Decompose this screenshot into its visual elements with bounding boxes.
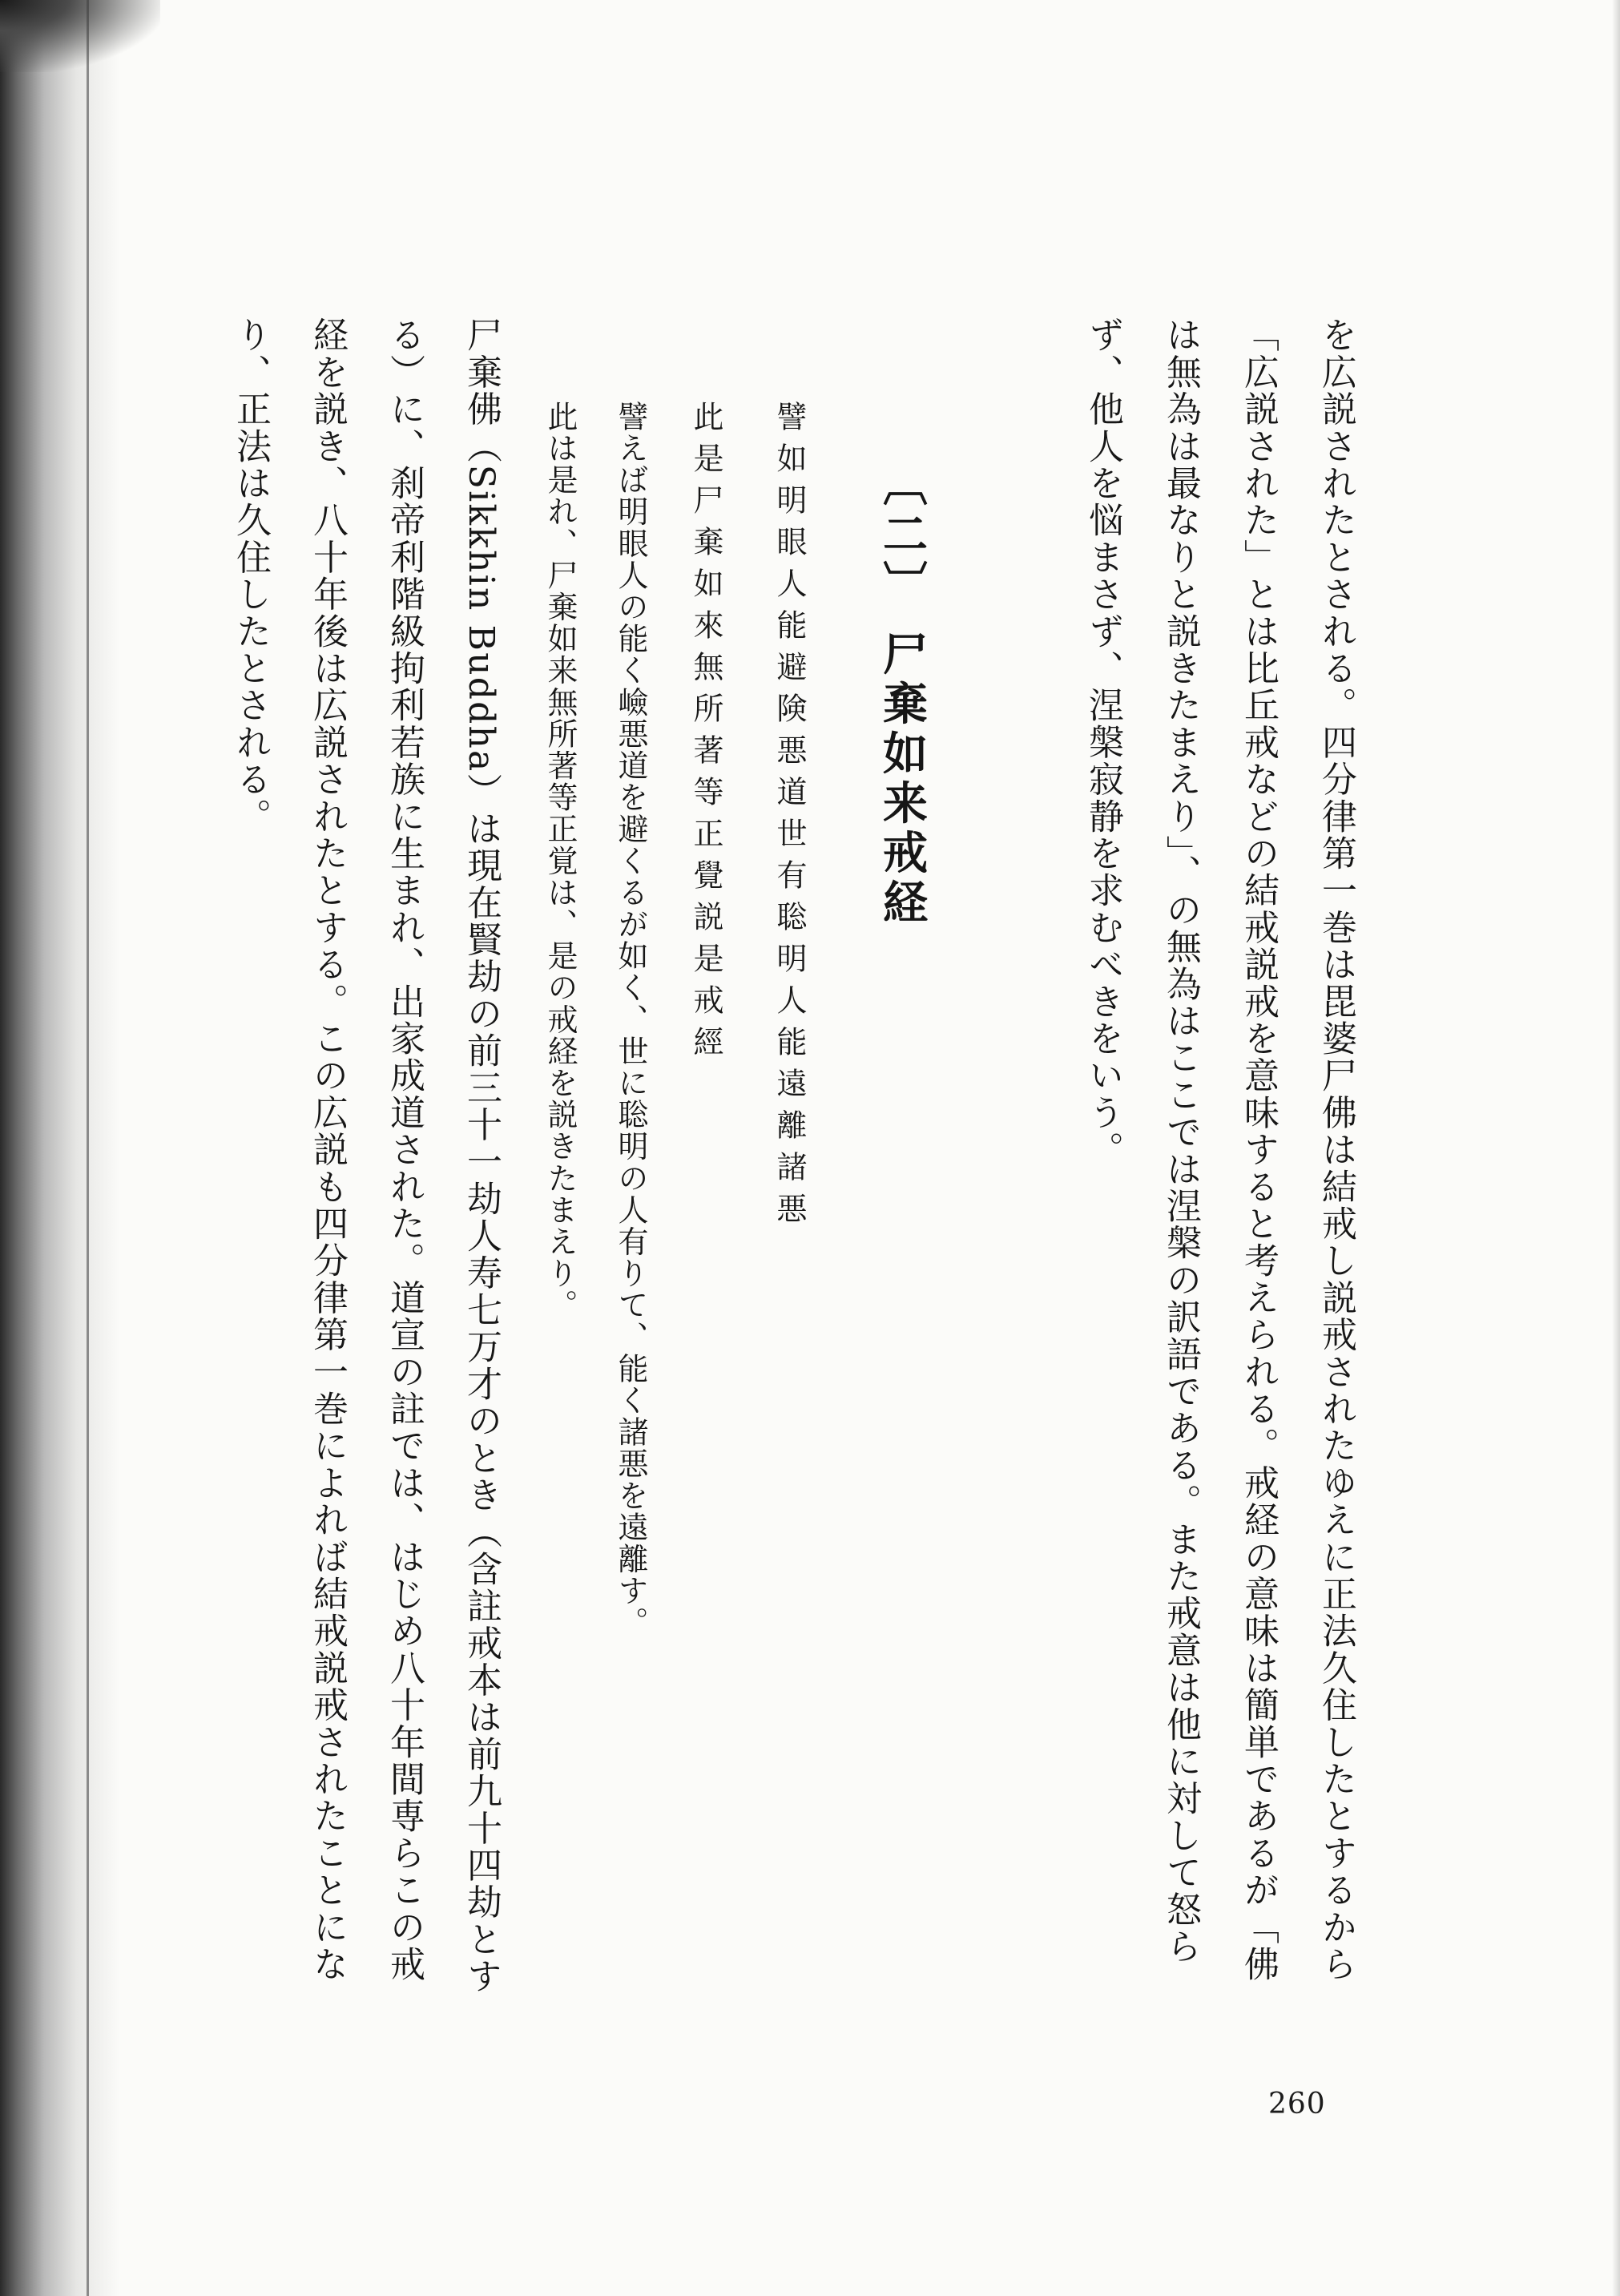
binding-shadow	[0, 0, 120, 2296]
paragraph-line: ず、他人を悩まさず、涅槃寂静を求むべきをいう。	[1082, 317, 1123, 1168]
paragraph-line: 「広説された」とは比丘戒などの結戒説戒を意味すると考えられる。戒経の意味は簡単であるが「佛	[1238, 317, 1279, 1983]
binding-shadow-top	[0, 0, 160, 72]
page-number: 260	[1268, 2088, 1326, 2120]
verse-reading-line: 譬えば明眼人の能く嶮悪道を避くるが如く、世に聡明の人有りて、能く諸悪を遠離す。	[613, 401, 648, 1639]
paragraph-line: を広説されたとされる。四分律第一巻は毘婆尸佛は結戒し説戒されたゆえに正法久住したとするから	[1316, 317, 1356, 1983]
verse-kanbun-line: 譬如明眼人能避険悪道世有聡明人能遠離諸悪	[772, 401, 807, 1234]
page-edge-shadow	[1612, 0, 1620, 2296]
binding-edge-line	[87, 0, 89, 2296]
paragraph-line: 経を説き、八十年後は広説されたとする。この広説も四分律第一巻によれば結戒説戒されたことにな	[307, 317, 348, 1983]
paragraph-line: は無為は最なりと説きたまえり」、の無為はここでは涅槃の訳語である。また戒意は他に対して怒ら	[1160, 317, 1201, 1965]
verse-reading-line: 此は是れ、尸棄如来無所著等正覚は、是の戒経を説きたまえり。	[542, 401, 578, 1322]
paragraph-line: り、正法は久住したとされる。	[230, 317, 271, 835]
paragraph-line: る）に、刹帝利階級拘利若族に生まれ、出家成道された。道宣の註では、はじめ八十年間専らこの戒	[384, 317, 425, 1983]
verse-kanbun-line: 此是尸棄如來無所著等正覺説是戒經	[688, 401, 723, 1067]
paragraph-line: 尸棄佛（Sikkhin Buddha）は現在賢劫の前三十一劫人寿七万才のとき（含註戒本は前九十四劫とす	[461, 317, 502, 1995]
section-heading: 〔二〕 尸棄如来戒経	[876, 461, 929, 929]
